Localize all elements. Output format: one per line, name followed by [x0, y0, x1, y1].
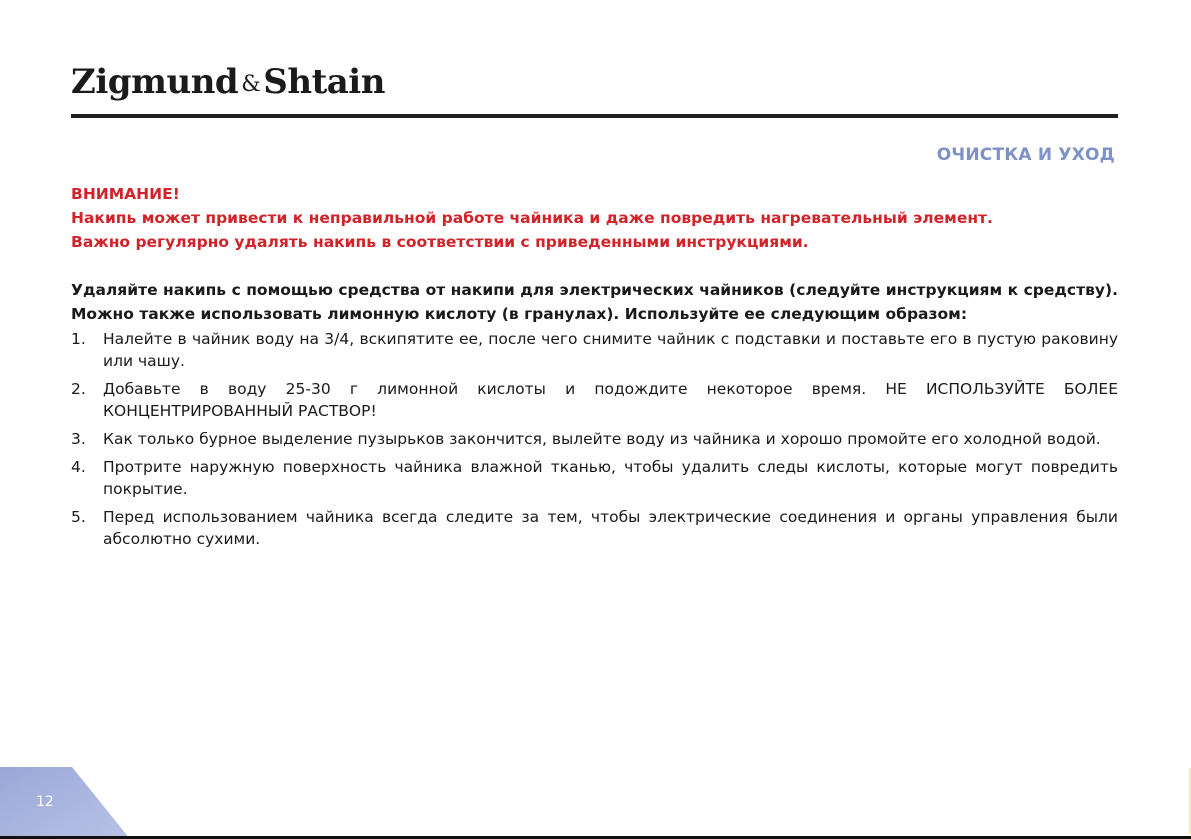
step-number: 5. — [71, 508, 86, 526]
step-number: 4. — [71, 458, 86, 476]
step-text: Протрите наружную поверхность чайника влажной тканью, чтобы удалить следы кислоты, которые могут повредить покрытие. — [103, 458, 1118, 498]
page-corner-tab — [0, 767, 130, 839]
instruction-steps — [71, 328, 1118, 556]
header-divider — [71, 114, 1118, 118]
intro-line: Можно также использовать лимонную кислоту (в гранулах). Используйте ее следующим образом: — [71, 305, 968, 323]
step-text: Перед использованием чайника всегда следите за тем, чтобы электрические соединения и органы управления были абсолютно сухими. — [103, 508, 1118, 548]
list-item — [71, 428, 1118, 450]
step-text: Добавьте в воду 25-30 г лимонной кислоты и подождите некоторое время. НЕ ИСПОЛЬЗУЙТЕ БОЛЕЕ КОНЦЕНТРИРОВАННЫЙ РАСТВОР! — [103, 380, 1118, 420]
logo-text-right: Shtain — [263, 62, 385, 102]
page-number: 12 — [36, 794, 54, 810]
list-item — [71, 328, 1118, 372]
section-title: ОЧИСТКА И УХОД — [936, 145, 1115, 165]
warning-title: ВНИМАНИЕ! — [71, 185, 180, 203]
logo-ampersand: & — [241, 72, 261, 97]
list-item — [71, 456, 1118, 500]
step-text: Как только бурное выделение пузырьков закончится, вылейте воду из чайника и хорошо промойте его холодной водой. — [103, 430, 1101, 448]
intro-block — [71, 278, 1118, 326]
warning-block — [71, 182, 1118, 254]
logo-text-left: Zigmund — [71, 62, 239, 102]
step-number: 1. — [71, 330, 86, 348]
step-text: Налейте в чайник воду на 3/4, вскипятите ее, после чего снимите чайник с подставки и поставьте его в пустую раковину или чашу. — [103, 330, 1118, 370]
brand-logo — [71, 62, 385, 102]
step-number: 3. — [71, 430, 86, 448]
list-item — [71, 506, 1118, 550]
warning-line: Важно регулярно удалять накипь в соответствии с приведенными инструкциями. — [71, 233, 809, 251]
list-item — [71, 378, 1118, 422]
step-number: 2. — [71, 380, 86, 398]
intro-line: Удаляйте накипь с помощью средства от накипи для электрических чайников (следуйте инструкциям к средству). — [71, 281, 1118, 299]
warning-line: Накипь может привести к неправильной работе чайника и даже повредить нагревательный элемент. — [71, 209, 993, 227]
